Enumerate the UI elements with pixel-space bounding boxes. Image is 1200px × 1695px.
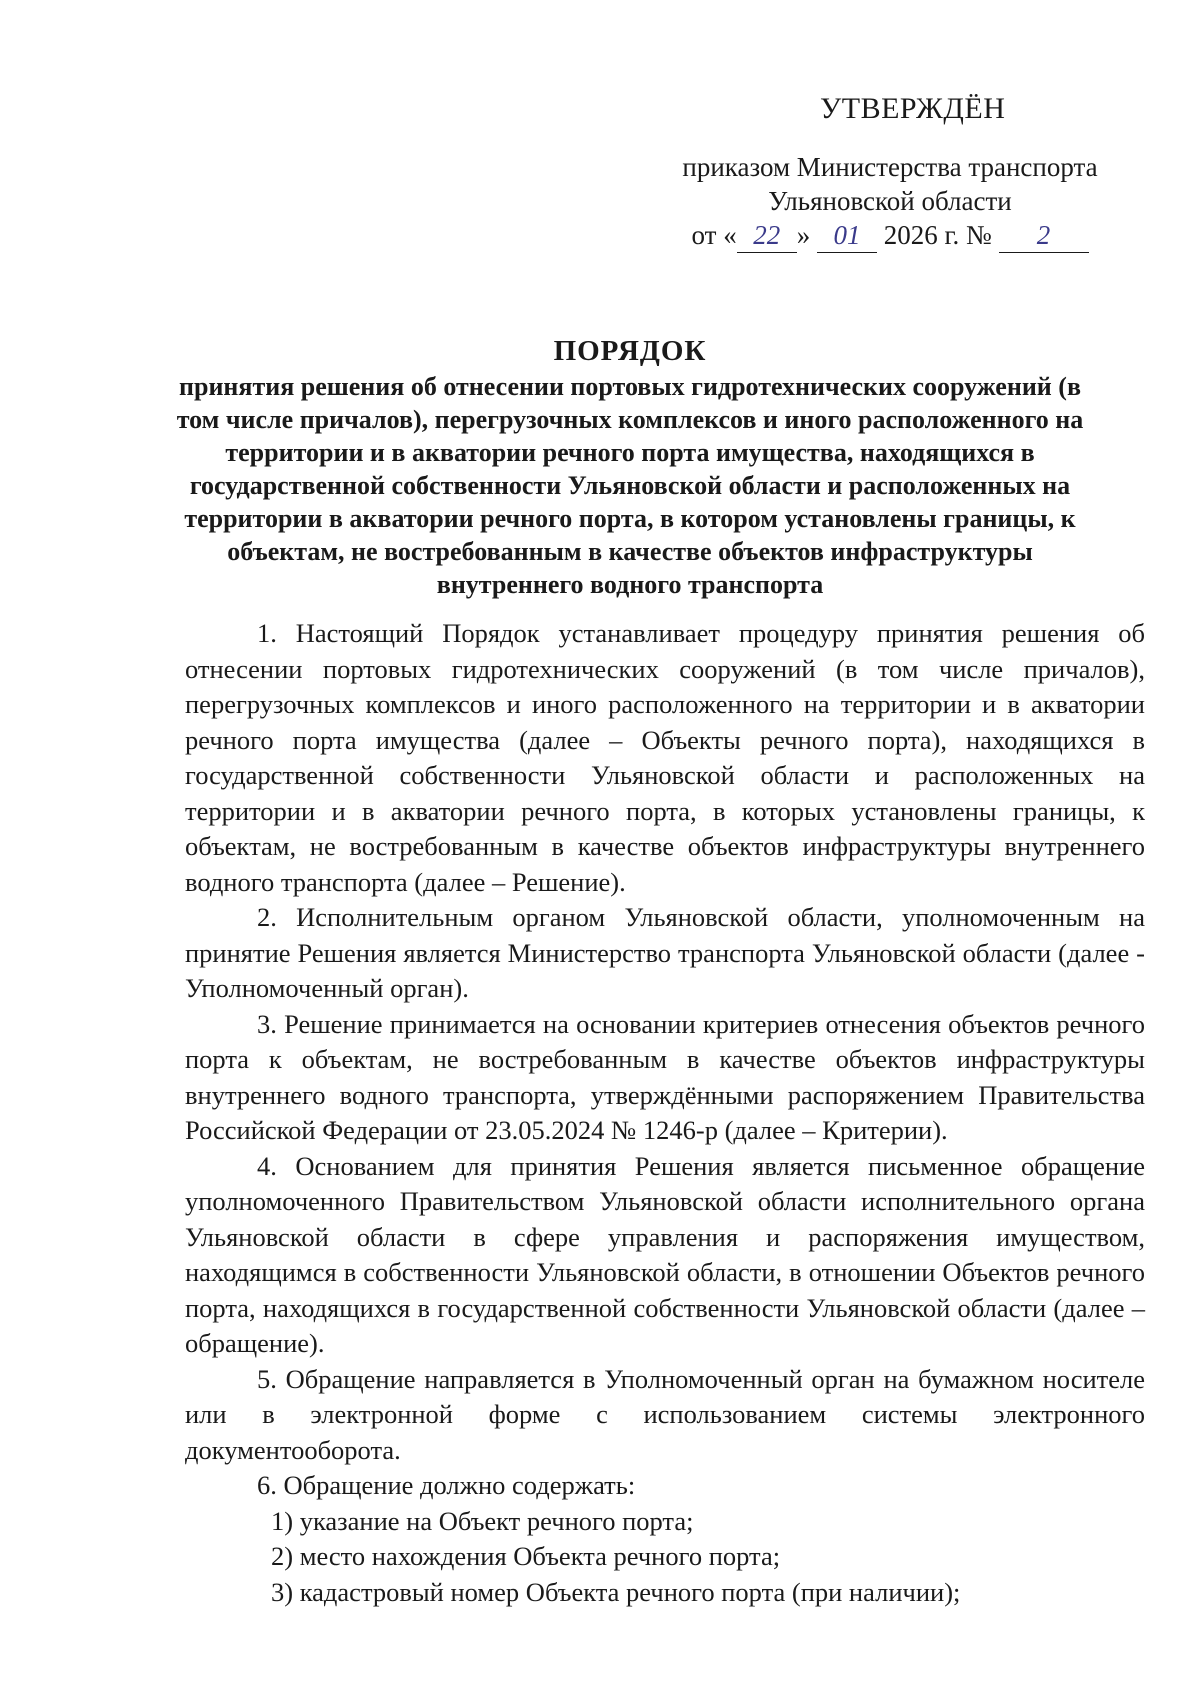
title-main: ПОРЯДОК: [553, 335, 707, 367]
list-item: 3) кадастровый номер Объекта речного порта (при наличии);: [271, 1576, 961, 1607]
order-line-1: приказом Министерства транспорта: [682, 152, 1098, 182]
date-mid: »: [796, 220, 811, 250]
paragraph: 6. Обращение должно содержать:: [257, 1470, 636, 1500]
document-title: [170, 335, 1090, 601]
date-month-handwritten: 01: [817, 218, 877, 253]
date-day-handwritten: 22: [737, 218, 797, 253]
document-body: [185, 616, 1145, 1610]
title-subtitle: принятия решения об отнесении портовых гидротехнических сооружений (в том числе причалов), перегрузочных комплексов и иного расположенного на территории и в акватории речного порта имущества, находящихся в государственной собственности Ульяновской области и расположенных на территории в акватории речного порта, в котором установлены границы, к объектам, не востребованным в качестве объектов инфраструктуры внутреннего водного транспорта: [176, 372, 1084, 599]
order-number-handwritten: 2: [999, 218, 1089, 253]
date-year: 2026 г. №: [883, 220, 992, 250]
paragraph: 1. Настоящий Порядок устанавливает процедуру принятия решения об отнесении портовых гидротехнических сооружений (в том числе причалов), перегрузочных комплексов и иного расположенного на территории и в акватории речного порта имущества (далее – Объекты речного порта), находящихся в государственной собственности Ульяновской области и расположенных на территории и в акватории речного порта, в которых установлены границы, к объектам, не востребованным в качестве объектов инфраструктуры внутреннего водного транспорта (далее – Решение).: [185, 618, 1145, 897]
paragraph: 2. Исполнительным органом Ульяновской области, уполномоченным на принятие Решения является Министерство транспорта Ульяновской области (далее - Уполномоченный орган).: [185, 902, 1145, 1003]
order-reference: [640, 150, 1140, 253]
paragraph: 3. Решение принимается на основании критериев отнесения объектов речного порта к объектам, не востребованным в качестве объектов инфраструктуры внутреннего водного транспорта, утверждёнными распоряжением Правительства Российской Федерации от 23.05.2024 № 1246-р (далее – Критерии).: [185, 1008, 1145, 1145]
paragraph: 5. Обращение направляется в Уполномоченный орган на бумажном носителе или в электронной форме с использованием системы электронного документооборота.: [185, 1363, 1145, 1465]
date-prefix: от «: [691, 220, 737, 250]
approval-stamp-heading: УТВЕРЖДЁН: [820, 92, 1006, 125]
list-item: 2) место нахождения Объекта речного порта;: [271, 1541, 781, 1571]
list-item: 1) указание на Объект речного порта;: [271, 1505, 694, 1536]
paragraph: 4. Основанием для принятия Решения является письменное обращение уполномоченного Правительством Ульяновской области исполнительного органа Ульяновской области в сфере управления и распоряжения имуществом, находящимся в собственности Ульяновской области, в отношении Объектов речного порта, находящихся в государственной собственности Ульяновской области (далее – обращение).: [185, 1150, 1145, 1358]
order-date-line: [640, 218, 1140, 253]
order-line-2: Ульяновской области: [768, 186, 1012, 216]
